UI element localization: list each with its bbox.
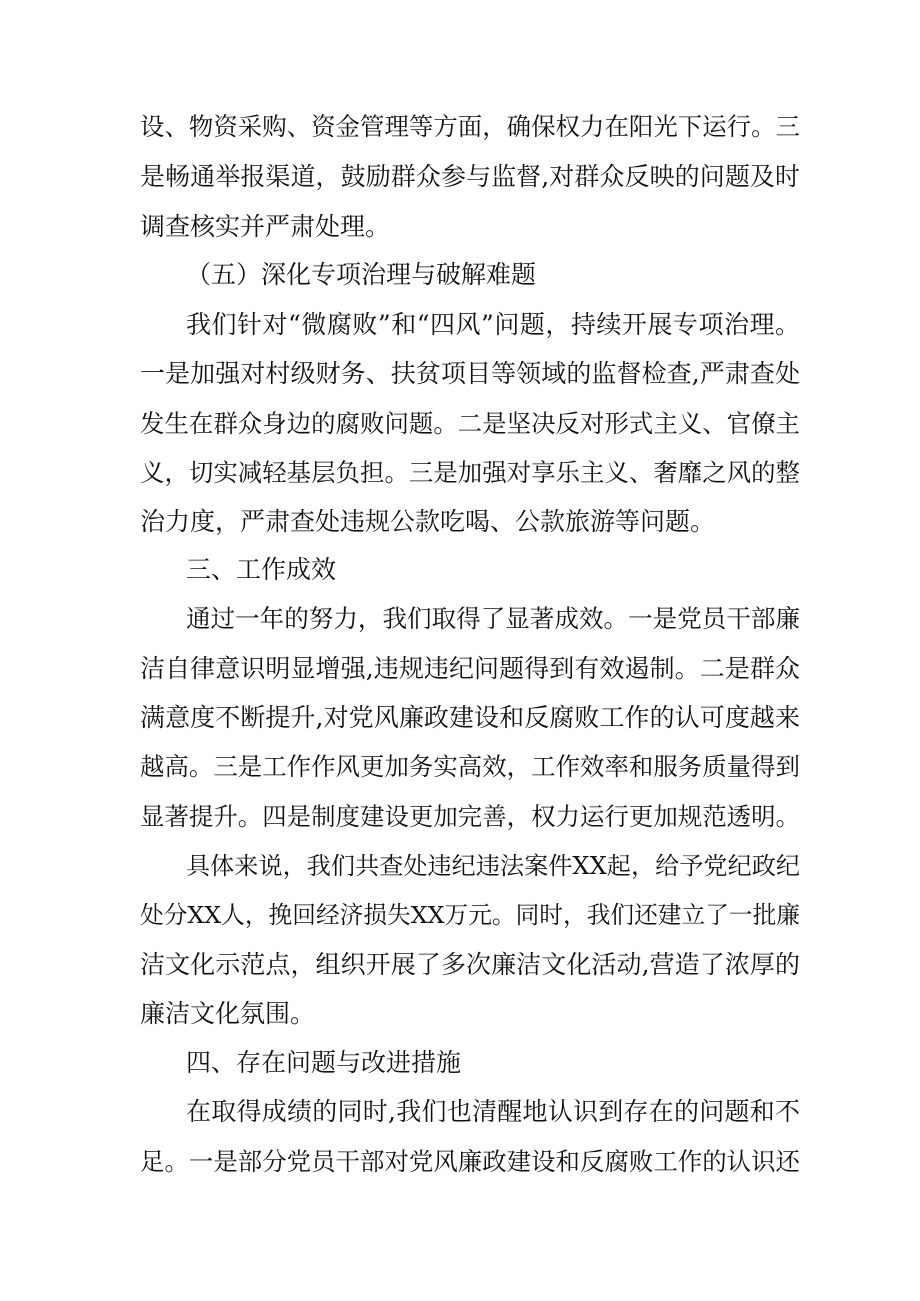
- paragraph-line: 越高。三是工作作风更加务实高效，工作效率和服务质量得到: [140, 752, 800, 781]
- paragraph-line: 处分XX人，挽回经济损失XX万元。同时，我们还建立了一批廉: [140, 901, 800, 929]
- section-heading: 三、工作成效: [186, 555, 337, 584]
- section-heading: 四、存在问题与改进措施: [186, 1048, 462, 1077]
- paragraph-line: 我们针对“微腐败”和“四风”问题，持续开展专项治理。: [186, 310, 800, 339]
- paragraph-line: 设、物资采购、资金管理等方面，确保权力在阳光下运行。三: [140, 112, 800, 141]
- paragraph-line: 显著提升。四是制度建设更加完善，权力运行更加规范透明。: [140, 802, 800, 831]
- paragraph-line: 义，切实减轻基层负担。三是加强对享乐主义、奢靡之风的整: [140, 458, 800, 487]
- paragraph-line: 洁自律意识明显增强,违规违纪问题得到有效遏制。二是群众: [140, 654, 800, 683]
- paragraph-line: 具体来说，我们共查处违纪违法案件XX起，给予党纪政纪: [186, 852, 800, 880]
- paragraph-line: 发生在群众身边的腐败问题。二是坚决反对形式主义、官僚主: [140, 409, 800, 438]
- paragraph-line: 一是加强对村级财务、扶贫项目等领域的监督检查,严肃查处: [140, 359, 800, 388]
- paragraph-line: 调查核实并严肃处理。: [140, 212, 391, 241]
- paragraph-line: 廉洁文化氛围。: [140, 999, 316, 1028]
- paragraph-line: 足。一是部分党员干部对党风廉政建设和反腐败工作的认识还: [140, 1147, 800, 1176]
- paragraph-line: 洁文化示范点，组织开展了多次廉洁文化活动,营造了浓厚的: [140, 950, 800, 979]
- paragraph-line: 治力度，严肃查处违规公款吃喝、公款旅游等问题。: [140, 507, 716, 536]
- paragraph-line: 在取得成绩的同时,我们也清醒地认识到存在的问题和不: [186, 1097, 800, 1126]
- paragraph-line: 通过一年的努力，我们取得了显著成效。一是党员干部廉: [186, 604, 800, 633]
- subsection-heading: （五）深化专项治理与破解难题: [186, 260, 537, 289]
- paragraph-line: 满意度不断提升,对党风廉政建设和反腐败工作的认可度越来: [140, 703, 800, 732]
- paragraph-line: 是畅通举报渠道，鼓励群众参与监督,对群众反映的问题及时: [140, 162, 800, 191]
